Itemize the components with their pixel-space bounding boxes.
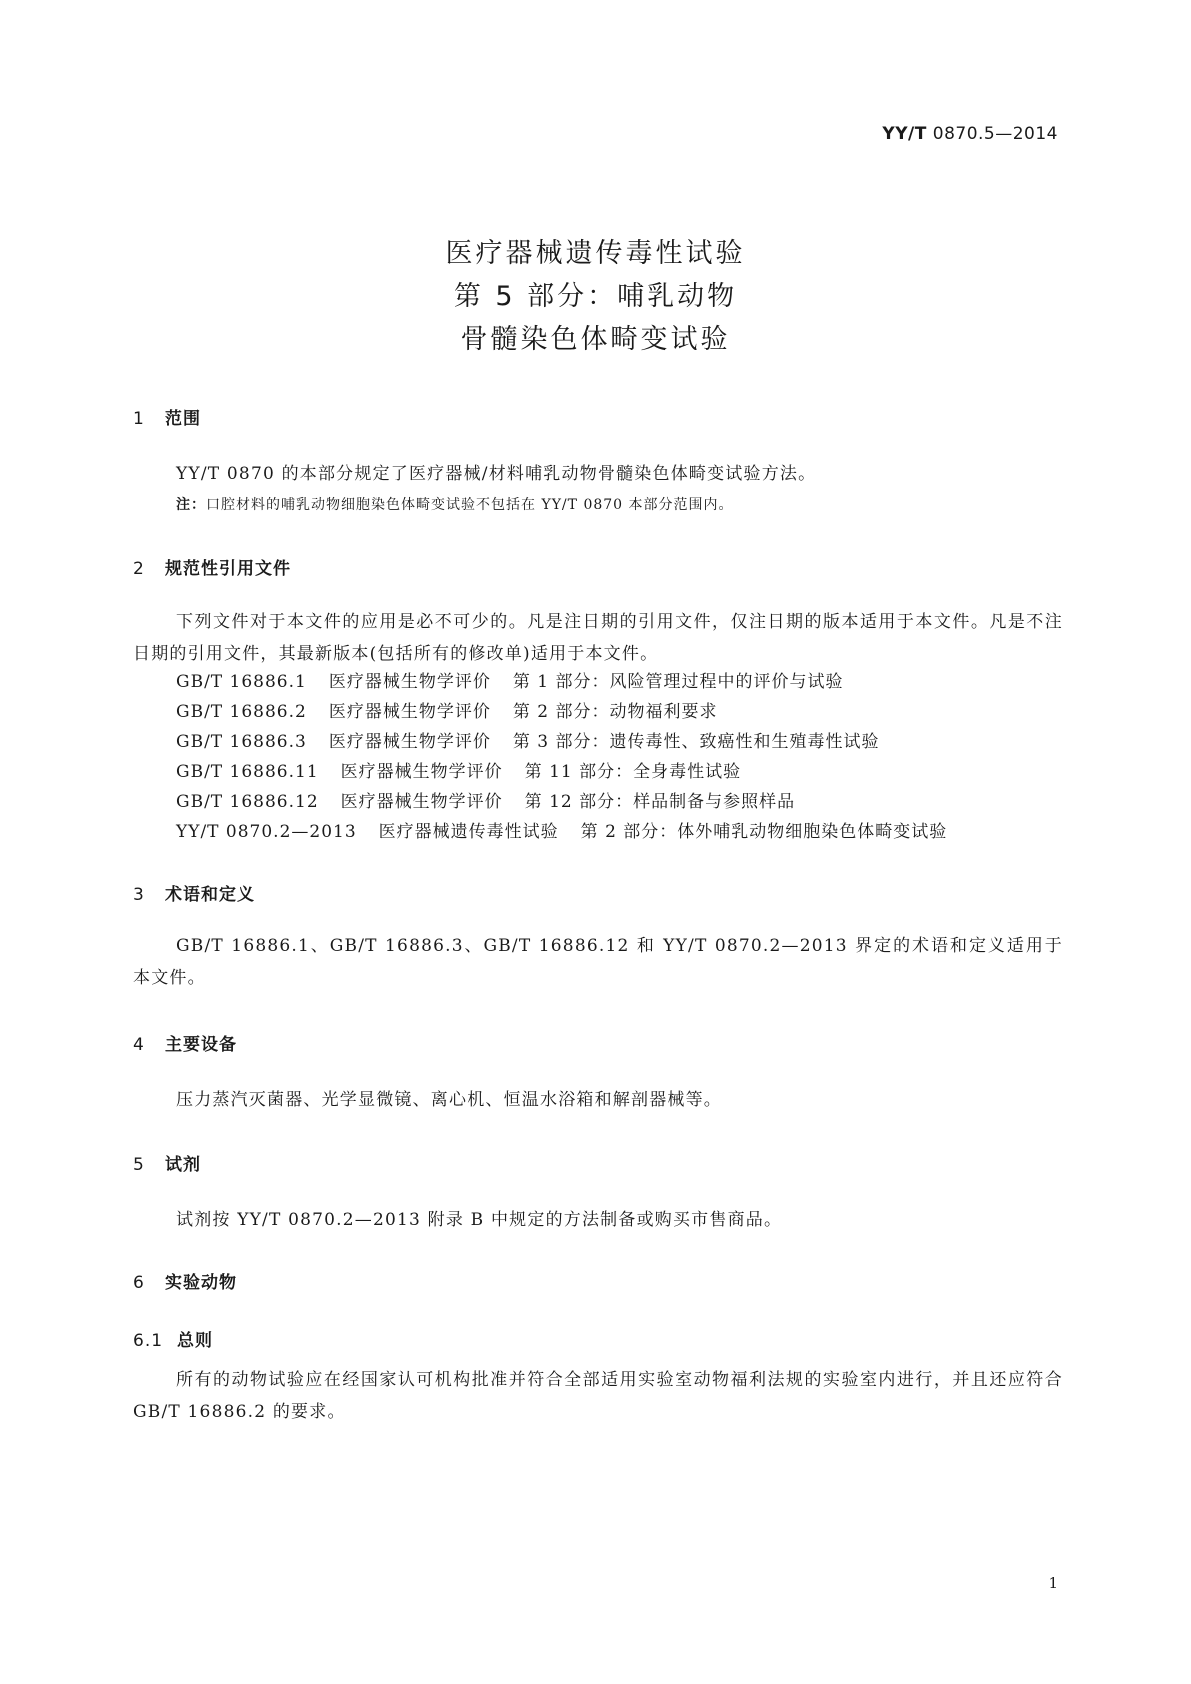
section-6-heading [133,1268,237,1293]
section-title: 总则 [177,1331,213,1351]
section-2-paragraph: 下列文件对于本文件的应用是必不可少的。凡是注日期的引用文件，仅注日期的版本适用于本文件。凡是不注日期的引用文件，其最新版本(包括所有的修改单)适用于本文件。 [133,612,1063,664]
reference-title: 医疗器械生物学评价 [328,672,491,692]
section-title: 规范性引用文件 [165,559,291,579]
section-number: 4 [133,1035,145,1055]
reference-title: 医疗器械遗传毒性试验 [378,822,559,842]
reference-part: 第 3 部分：遗传毒性、致癌性和生殖毒性试验 [512,732,880,752]
section-title: 范围 [165,409,201,429]
section-number: 6.1 [133,1331,164,1351]
note-label: 注： [176,497,206,513]
section-title: 术语和定义 [165,885,255,905]
reference-item [176,666,843,698]
section-number: 2 [133,559,145,579]
reference-part: 第 12 部分：样品制备与参照样品 [524,792,796,812]
reference-title: 医疗器械生物学评价 [340,792,503,812]
section-number: 6 [133,1273,145,1293]
section-2-heading [133,554,291,579]
reference-code: GB/T 16886.11 [176,762,319,782]
reference-part: 第 1 部分：风险管理过程中的评价与试验 [512,672,844,692]
reference-title: 医疗器械生物学评价 [340,762,503,782]
section-6-1-paragraph: 所有的动物试验应在经国家认可机构批准并符合全部适用实验室动物福利法规的实验室内进行，并且还应符合 GB/T 16886.2 的要求。 [133,1370,1063,1422]
section-4-heading [133,1030,237,1055]
section-5-paragraph: 试剂按 YY/T 0870.2—2013 附录 B 中规定的方法制备或购买市售商品。 [176,1210,783,1230]
page-number: 1 [1048,1574,1058,1592]
section-1-paragraph: YY/T 0870 的本部分规定了医疗器械/材料哺乳动物骨髓染色体畸变试验方法。 [176,464,817,484]
reference-item [176,786,795,818]
section-5-heading [133,1150,201,1175]
title-line-3: 骨髓染色体畸变试验 [460,324,731,355]
reference-part: 第 2 部分：动物福利要求 [512,702,718,722]
section-6-1-heading [133,1326,213,1351]
section-title: 实验动物 [165,1273,237,1293]
section-3-heading [133,880,255,905]
reference-part: 第 11 部分：全身毒性试验 [524,762,742,782]
section-1-note [176,494,734,514]
section-1-heading [133,404,201,429]
title-line-1: 医疗器械遗传毒性试验 [445,238,746,269]
reference-code: GB/T 16886.12 [176,792,319,812]
title-line-2: 第 5 部分：哺乳动物 [453,281,738,312]
standard-prefix: YY/T [882,124,927,144]
reference-code: GB/T 16886.3 [176,732,307,752]
section-number: 3 [133,885,145,905]
standard-number [882,124,1058,144]
standard-code: 0870.5—2014 [926,124,1058,144]
section-title: 主要设备 [165,1035,237,1055]
section-4-paragraph: 压力蒸汽灭菌器、光学显微镜、离心机、恒温水浴箱和解剖器械等。 [176,1090,722,1110]
reference-item [176,816,947,848]
reference-code: GB/T 16886.1 [176,672,307,692]
reference-title: 医疗器械生物学评价 [328,702,491,722]
section-3-paragraph: GB/T 16886.1、GB/T 16886.3、GB/T 16886.12 和 YY/T 0870.2—2013 界定的术语和定义适用于本文件。 [133,936,1063,988]
section-title: 试剂 [165,1155,201,1175]
reference-item [176,756,741,788]
reference-title: 医疗器械生物学评价 [328,732,491,752]
reference-item [176,696,717,728]
reference-code: GB/T 16886.2 [176,702,307,722]
reference-code: YY/T 0870.2—2013 [176,822,357,842]
reference-part: 第 2 部分：体外哺乳动物细胞染色体畸变试验 [580,822,948,842]
document-title [0,232,1191,361]
section-number: 1 [133,409,145,429]
reference-item [176,726,879,758]
section-number: 5 [133,1155,145,1175]
note-text: 口腔材料的哺乳动物细胞染色体畸变试验不包括在 YY/T 0870 本部分范围内。 [206,497,734,513]
